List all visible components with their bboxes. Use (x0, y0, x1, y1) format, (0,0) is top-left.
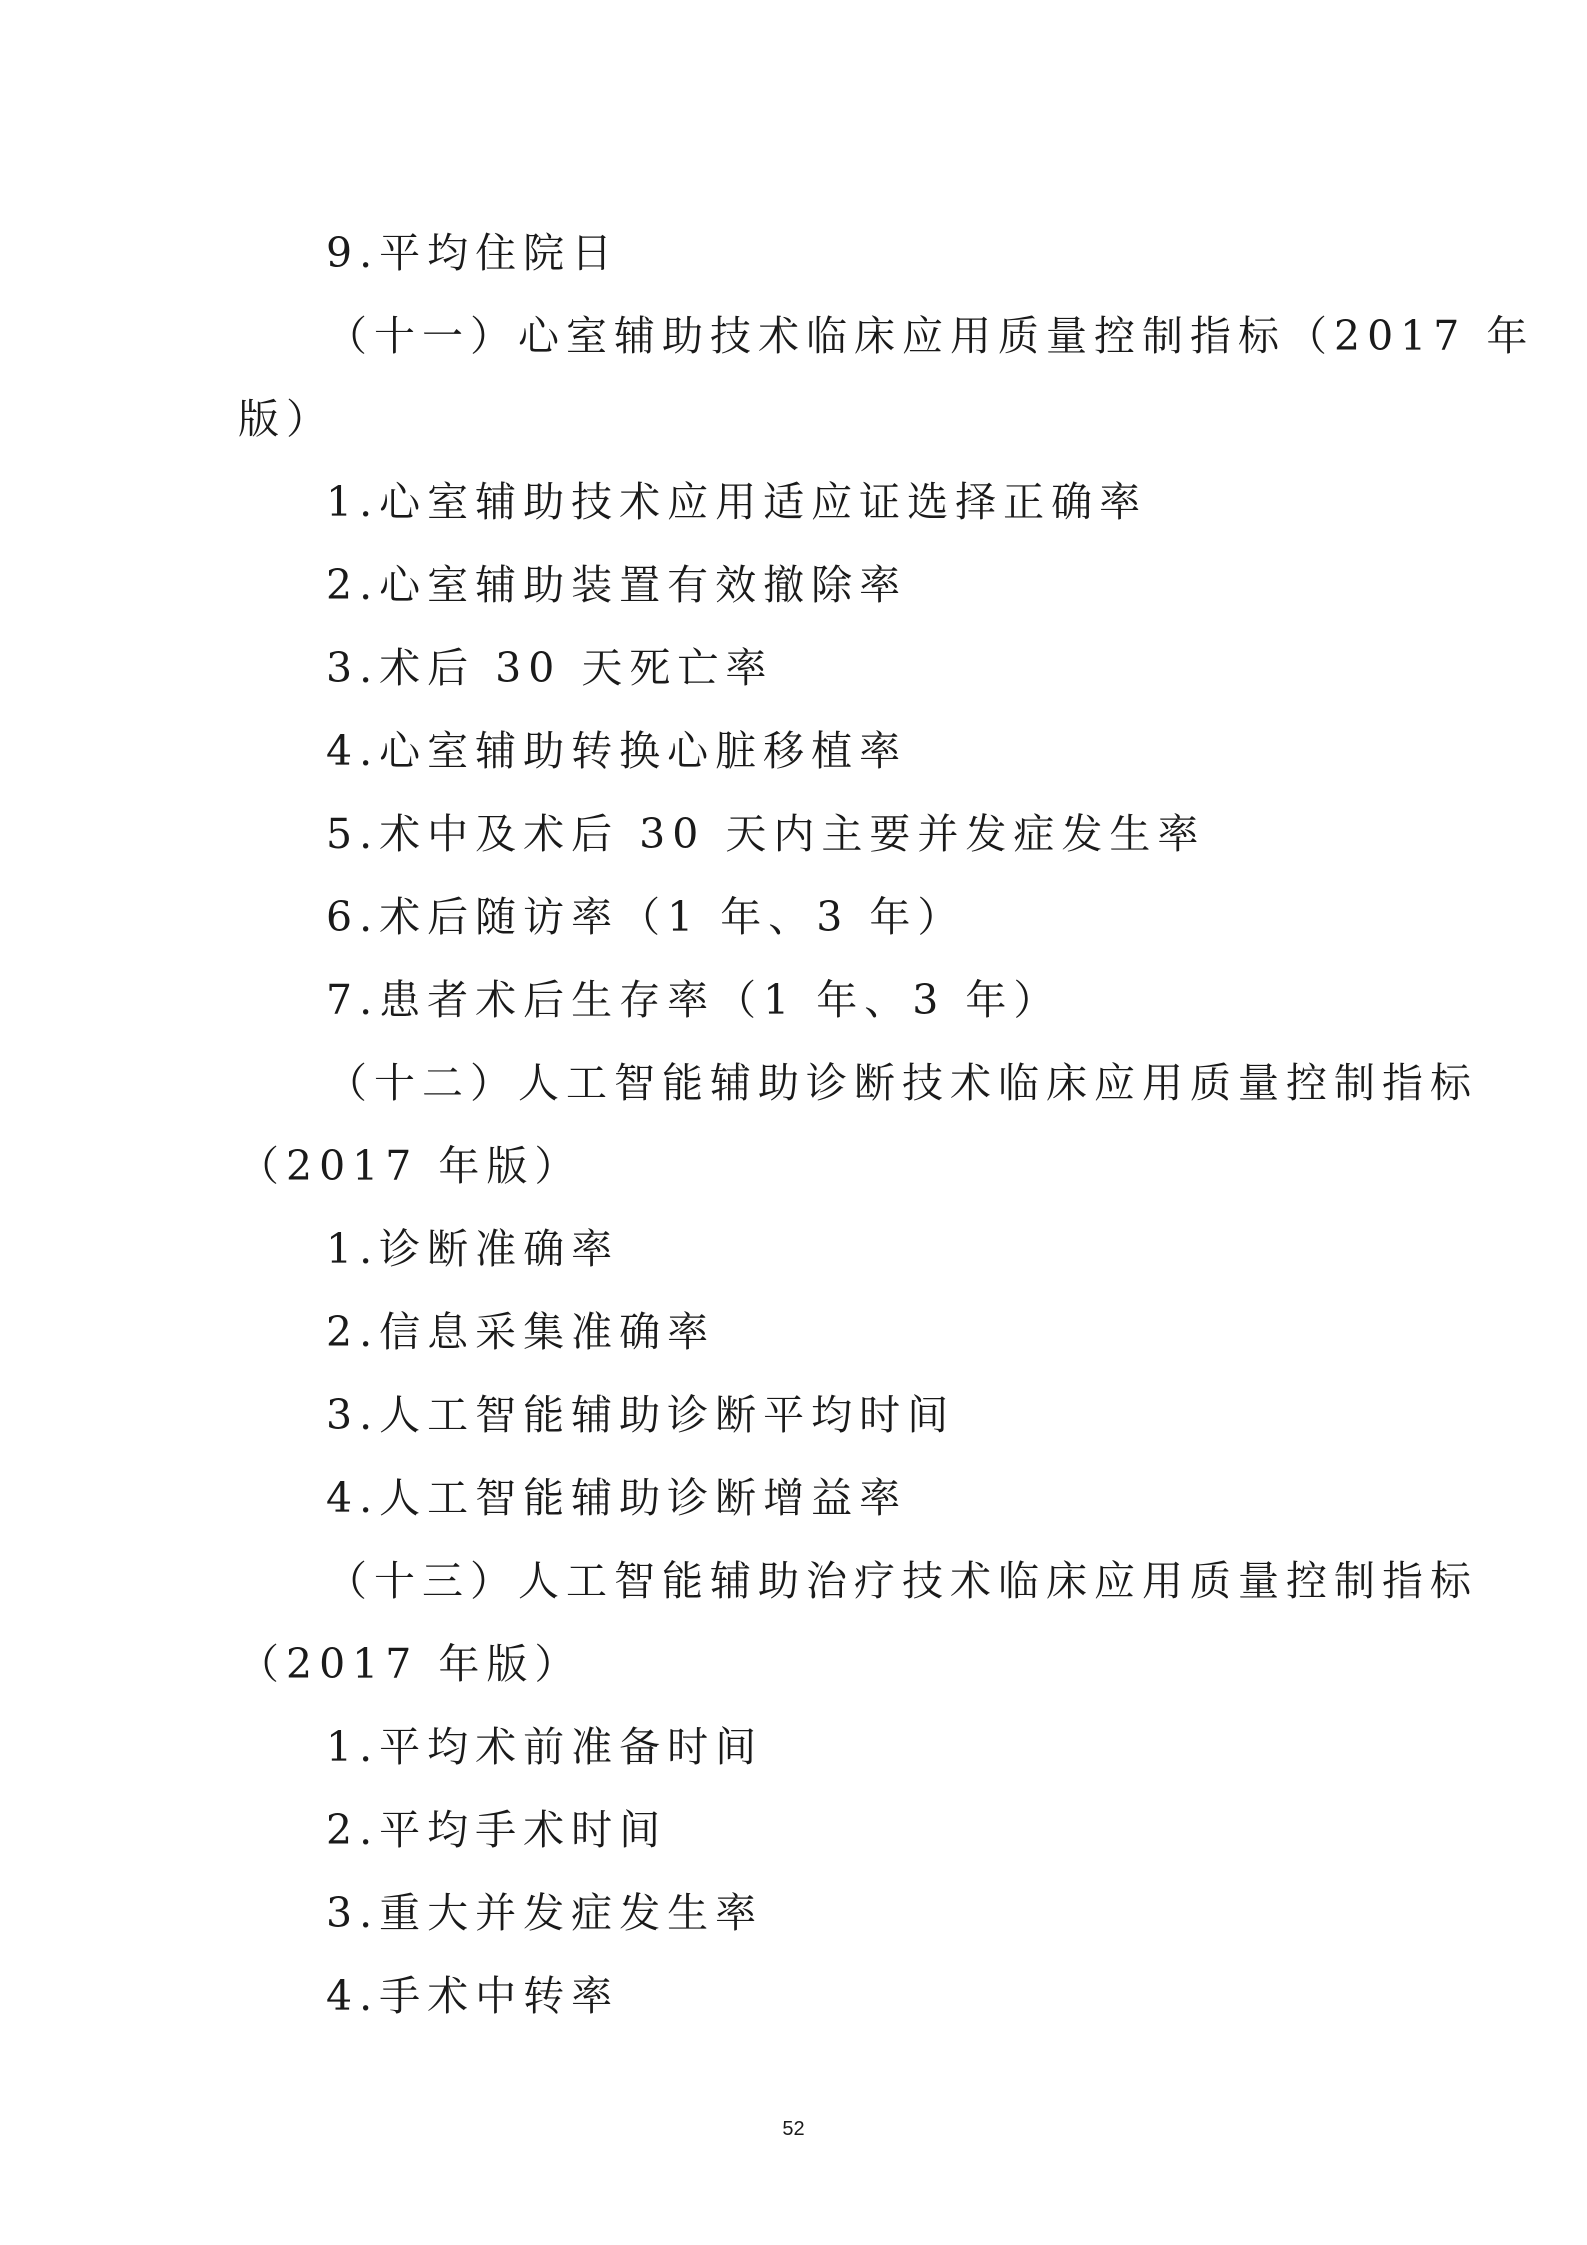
list-item: 7.患者术后生存率（1 年、3 年） (326, 976, 1062, 1024)
list-item: 1.诊断准确率 (326, 1225, 620, 1273)
page-number: 52 (782, 2118, 805, 2140)
list-item: 4.心室辅助转换心脏移植率 (326, 727, 908, 775)
document-body (238, 212, 1535, 2038)
list-item: 4.手术中转率 (326, 1972, 620, 2020)
list-item: 9.平均住院日 (326, 229, 620, 277)
section-heading-12-continuation: （2017 年版） (238, 1142, 583, 1190)
list-item: 2.信息采集准确率 (326, 1308, 716, 1356)
list-item: 1.平均术前准备时间 (326, 1723, 764, 1771)
list-item: 6.术后随访率（1 年、3 年） (326, 893, 966, 941)
list-item: 3.术后 30 天死亡率 (326, 644, 774, 692)
list-item: 5.术中及术后 30 天内主要并发症发生率 (326, 810, 1206, 858)
list-item: 3.重大并发症发生率 (326, 1889, 764, 1937)
list-item: 3.人工智能辅助诊断平均时间 (326, 1391, 956, 1439)
section-heading-12: （十二）人工智能辅助诊断技术临床应用质量控制指标 (326, 1059, 1478, 1107)
list-item: 4.人工智能辅助诊断增益率 (326, 1474, 908, 1522)
section-heading-11-continuation: 版） (238, 395, 334, 443)
list-item: 2.平均手术时间 (326, 1806, 668, 1854)
section-heading-13-continuation: （2017 年版） (238, 1640, 583, 1688)
list-item: 1.心室辅助技术应用适应证选择正确率 (326, 478, 1148, 526)
list-item: 2.心室辅助装置有效撤除率 (326, 561, 908, 609)
section-heading-13: （十三）人工智能辅助治疗技术临床应用质量控制指标 (326, 1557, 1478, 1605)
section-heading-11: （十一）心室辅助技术临床应用质量控制指标（2017 年 (326, 312, 1535, 360)
